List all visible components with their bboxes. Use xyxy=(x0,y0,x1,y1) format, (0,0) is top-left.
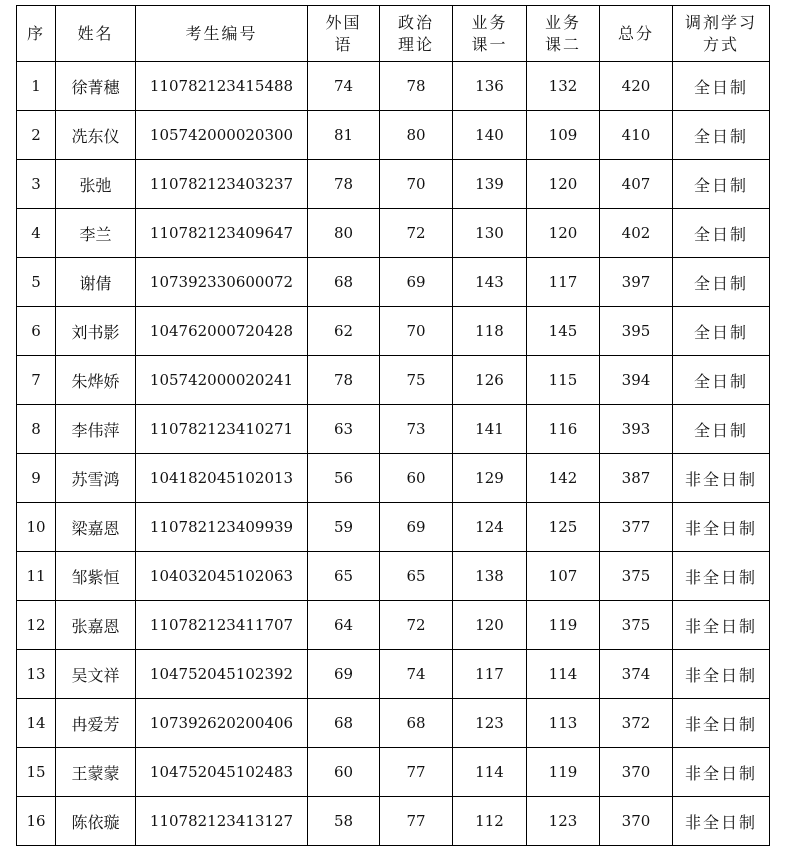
cell-seq: 10 xyxy=(17,503,56,552)
cell-total: 394 xyxy=(600,356,673,405)
cell-study-mode: 非全日制 xyxy=(673,699,770,748)
cell-total: 420 xyxy=(600,62,673,111)
cell-seq: 8 xyxy=(17,405,56,454)
cell-total: 370 xyxy=(600,748,673,797)
cell-name: 张弛 xyxy=(56,160,136,209)
cell-total: 375 xyxy=(600,601,673,650)
cell-course-one: 120 xyxy=(453,601,527,650)
cell-study-mode: 全日制 xyxy=(673,258,770,307)
table-row xyxy=(17,454,770,503)
cell-seq: 15 xyxy=(17,748,56,797)
cell-course-two: 123 xyxy=(527,797,600,846)
cell-study-mode: 非全日制 xyxy=(673,503,770,552)
cell-study-mode: 非全日制 xyxy=(673,552,770,601)
cell-course-one: 112 xyxy=(453,797,527,846)
table-row xyxy=(17,307,770,356)
cell-seq: 12 xyxy=(17,601,56,650)
table-row xyxy=(17,748,770,797)
header-course-one xyxy=(453,6,527,62)
cell-course-one: 136 xyxy=(453,62,527,111)
cell-name: 朱烨娇 xyxy=(56,356,136,405)
cell-seq: 4 xyxy=(17,209,56,258)
table-row xyxy=(17,650,770,699)
cell-study-mode: 全日制 xyxy=(673,160,770,209)
table-row xyxy=(17,797,770,846)
cell-politics: 69 xyxy=(380,258,453,307)
cell-course-one: 140 xyxy=(453,111,527,160)
cell-course-one: 114 xyxy=(453,748,527,797)
cell-total: 407 xyxy=(600,160,673,209)
cell-seq: 3 xyxy=(17,160,56,209)
cell-foreign-language: 81 xyxy=(308,111,380,160)
header-exam-id: 考生编号 xyxy=(136,6,308,62)
cell-exam-id: 104182045102013 xyxy=(136,454,308,503)
header-line: 外国 xyxy=(325,12,362,32)
cell-study-mode: 全日制 xyxy=(673,209,770,258)
cell-course-one: 118 xyxy=(453,307,527,356)
table-row xyxy=(17,552,770,601)
header-line: 语 xyxy=(334,34,353,54)
cell-foreign-language: 68 xyxy=(308,258,380,307)
cell-politics: 70 xyxy=(380,160,453,209)
header-total: 总分 xyxy=(600,6,673,62)
cell-exam-id: 107392330600072 xyxy=(136,258,308,307)
cell-seq: 9 xyxy=(17,454,56,503)
cell-foreign-language: 65 xyxy=(308,552,380,601)
cell-politics: 68 xyxy=(380,699,453,748)
cell-course-two: 116 xyxy=(527,405,600,454)
cell-foreign-language: 60 xyxy=(308,748,380,797)
cell-name: 王蒙蒙 xyxy=(56,748,136,797)
cell-seq: 7 xyxy=(17,356,56,405)
cell-foreign-language: 62 xyxy=(308,307,380,356)
table-row xyxy=(17,209,770,258)
cell-seq: 6 xyxy=(17,307,56,356)
cell-total: 402 xyxy=(600,209,673,258)
cell-course-one: 138 xyxy=(453,552,527,601)
cell-exam-id: 110782123410271 xyxy=(136,405,308,454)
table-row xyxy=(17,405,770,454)
cell-foreign-language: 74 xyxy=(308,62,380,111)
cell-course-one: 143 xyxy=(453,258,527,307)
cell-politics: 75 xyxy=(380,356,453,405)
cell-seq: 5 xyxy=(17,258,56,307)
cell-course-one: 123 xyxy=(453,699,527,748)
header-foreign-language xyxy=(308,6,380,62)
cell-total: 375 xyxy=(600,552,673,601)
cell-course-two: 119 xyxy=(527,748,600,797)
cell-course-two: 119 xyxy=(527,601,600,650)
cell-name: 冼东仪 xyxy=(56,111,136,160)
cell-exam-id: 110782123403237 xyxy=(136,160,308,209)
cell-foreign-language: 63 xyxy=(308,405,380,454)
cell-name: 吴文祥 xyxy=(56,650,136,699)
header-line: 政治 xyxy=(397,12,434,32)
cell-foreign-language: 80 xyxy=(308,209,380,258)
cell-course-two: 114 xyxy=(527,650,600,699)
header-line: 课一 xyxy=(471,34,508,54)
cell-course-one: 124 xyxy=(453,503,527,552)
cell-total: 395 xyxy=(600,307,673,356)
cell-course-two: 109 xyxy=(527,111,600,160)
header-line: 方式 xyxy=(702,34,739,54)
cell-name: 刘书影 xyxy=(56,307,136,356)
cell-study-mode: 全日制 xyxy=(673,405,770,454)
cell-politics: 70 xyxy=(380,307,453,356)
cell-exam-id: 110782123409939 xyxy=(136,503,308,552)
cell-study-mode: 非全日制 xyxy=(673,748,770,797)
table-row xyxy=(17,503,770,552)
table-row xyxy=(17,62,770,111)
cell-politics: 77 xyxy=(380,748,453,797)
cell-course-one: 141 xyxy=(453,405,527,454)
cell-seq: 2 xyxy=(17,111,56,160)
cell-exam-id: 104762000720428 xyxy=(136,307,308,356)
cell-name: 冉爱芳 xyxy=(56,699,136,748)
cell-name: 徐菁穗 xyxy=(56,62,136,111)
cell-seq: 16 xyxy=(17,797,56,846)
cell-study-mode: 全日制 xyxy=(673,62,770,111)
cell-exam-id: 107392620200406 xyxy=(136,699,308,748)
cell-total: 374 xyxy=(600,650,673,699)
cell-name: 梁嘉恩 xyxy=(56,503,136,552)
cell-course-two: 132 xyxy=(527,62,600,111)
cell-seq: 14 xyxy=(17,699,56,748)
cell-foreign-language: 58 xyxy=(308,797,380,846)
cell-total: 393 xyxy=(600,405,673,454)
cell-name: 苏雪鸿 xyxy=(56,454,136,503)
cell-name: 李伟萍 xyxy=(56,405,136,454)
cell-exam-id: 105742000020241 xyxy=(136,356,308,405)
header-course-two xyxy=(527,6,600,62)
cell-course-two: 125 xyxy=(527,503,600,552)
cell-seq: 1 xyxy=(17,62,56,111)
header-row xyxy=(17,6,770,62)
cell-course-one: 139 xyxy=(453,160,527,209)
cell-foreign-language: 56 xyxy=(308,454,380,503)
cell-name: 陈依璇 xyxy=(56,797,136,846)
cell-foreign-language: 68 xyxy=(308,699,380,748)
header-name: 姓名 xyxy=(56,6,136,62)
cell-total: 397 xyxy=(600,258,673,307)
cell-study-mode: 全日制 xyxy=(673,111,770,160)
table-row xyxy=(17,111,770,160)
header-line: 业务 xyxy=(544,12,581,32)
cell-study-mode: 非全日制 xyxy=(673,797,770,846)
cell-study-mode: 全日制 xyxy=(673,307,770,356)
cell-study-mode: 非全日制 xyxy=(673,650,770,699)
cell-politics: 72 xyxy=(380,209,453,258)
cell-politics: 60 xyxy=(380,454,453,503)
cell-exam-id: 110782123413127 xyxy=(136,797,308,846)
cell-exam-id: 110782123409647 xyxy=(136,209,308,258)
cell-exam-id: 110782123415488 xyxy=(136,62,308,111)
cell-name: 谢倩 xyxy=(56,258,136,307)
cell-study-mode: 非全日制 xyxy=(673,454,770,503)
cell-politics: 80 xyxy=(380,111,453,160)
cell-exam-id: 104752045102483 xyxy=(136,748,308,797)
cell-politics: 74 xyxy=(380,650,453,699)
cell-exam-id: 104032045102063 xyxy=(136,552,308,601)
table-row xyxy=(17,258,770,307)
cell-course-two: 117 xyxy=(527,258,600,307)
header-study-mode xyxy=(673,6,770,62)
header-line: 课二 xyxy=(544,34,581,54)
cell-course-two: 115 xyxy=(527,356,600,405)
cell-total: 410 xyxy=(600,111,673,160)
header-line: 业务 xyxy=(471,12,508,32)
cell-total: 387 xyxy=(600,454,673,503)
cell-course-two: 120 xyxy=(527,160,600,209)
header-line: 调剂学习 xyxy=(684,12,757,32)
cell-foreign-language: 69 xyxy=(308,650,380,699)
header-seq: 序 xyxy=(17,6,56,62)
cell-course-two: 107 xyxy=(527,552,600,601)
cell-politics: 77 xyxy=(380,797,453,846)
cell-name: 张嘉恩 xyxy=(56,601,136,650)
cell-exam-id: 104752045102392 xyxy=(136,650,308,699)
cell-politics: 65 xyxy=(380,552,453,601)
cell-foreign-language: 64 xyxy=(308,601,380,650)
cell-politics: 73 xyxy=(380,405,453,454)
cell-foreign-language: 78 xyxy=(308,160,380,209)
cell-politics: 78 xyxy=(380,62,453,111)
cell-seq: 13 xyxy=(17,650,56,699)
cell-total: 377 xyxy=(600,503,673,552)
cell-seq: 11 xyxy=(17,552,56,601)
cell-exam-id: 110782123411707 xyxy=(136,601,308,650)
table-row xyxy=(17,160,770,209)
cell-study-mode: 非全日制 xyxy=(673,601,770,650)
cell-course-two: 113 xyxy=(527,699,600,748)
cell-study-mode: 全日制 xyxy=(673,356,770,405)
header-politics xyxy=(380,6,453,62)
cell-name: 李兰 xyxy=(56,209,136,258)
cell-course-one: 126 xyxy=(453,356,527,405)
table-row xyxy=(17,699,770,748)
cell-course-two: 142 xyxy=(527,454,600,503)
score-table xyxy=(16,5,770,846)
header-line: 理论 xyxy=(397,34,434,54)
cell-total: 370 xyxy=(600,797,673,846)
cell-course-one: 117 xyxy=(453,650,527,699)
cell-name: 邹紫恒 xyxy=(56,552,136,601)
cell-course-two: 120 xyxy=(527,209,600,258)
cell-politics: 69 xyxy=(380,503,453,552)
cell-course-one: 129 xyxy=(453,454,527,503)
cell-course-two: 145 xyxy=(527,307,600,356)
cell-total: 372 xyxy=(600,699,673,748)
cell-foreign-language: 78 xyxy=(308,356,380,405)
table-row xyxy=(17,356,770,405)
cell-course-one: 130 xyxy=(453,209,527,258)
cell-exam-id: 105742000020300 xyxy=(136,111,308,160)
cell-foreign-language: 59 xyxy=(308,503,380,552)
cell-politics: 72 xyxy=(380,601,453,650)
table-row xyxy=(17,601,770,650)
